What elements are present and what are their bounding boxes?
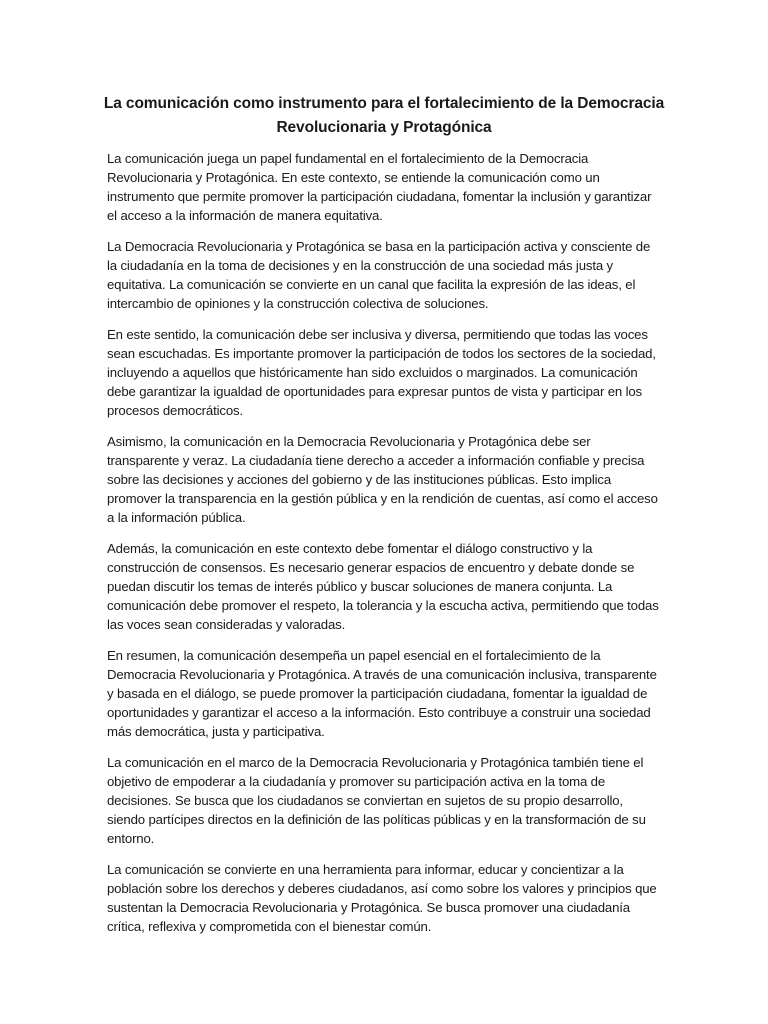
paragraph-5: Además, la comunicación en este contexto debe fomentar el diálogo constructivo y la construcción de consensos. Es necesario generar espacios de encuentro y debate donde se puedan discutir los temas de interés público y buscar soluciones de manera conjunta. La comunicación debe promover el respeto, la tolerancia y la escucha activa, permitiendo que todas las voces sean consideradas y valoradas. <box>107 541 659 632</box>
paragraph-4: Asimismo, la comunicación en la Democracia Revolucionaria y Protagónica debe ser transparente y veraz. La ciudadanía tiene derecho a acceder a información confiable y precisa sobre las decisiones y acciones del gobierno y de las instituciones públicas. Esto implica promover la transparencia en la gestión pública y en la rendición de cuentas, así como el acceso a la información pública. <box>107 434 658 525</box>
paragraph-6: En resumen, la comunicación desempeña un papel esencial en el fortalecimiento de la Democracia Revolucionaria y Protagónica. A través de una comunicación inclusiva, transparente y basada en el diálogo, se puede promover la participación ciudadana, fomentar la igualdad de oportunidades y garantizar el acceso a la información. Esto contribuye a construir una sociedad más democrática, justa y participativa. <box>107 648 657 739</box>
paragraph-8: La comunicación se convierte en una herramienta para informar, educar y concientizar a la población sobre los derechos y deberes ciudadanos, así como sobre los valores y principios que sustentan la Democracia Revolucionaria y Protagónica. Se busca promover una ciudadanía crítica, reflexiva y comprometida con el bienestar común. <box>107 862 657 935</box>
document-body <box>107 150 663 950</box>
paragraph-1: La comunicación juega un papel fundamental en el fortalecimiento de la Democracia Revolucionaria y Protagónica. En este contexto, se entiende la comunicación como un instrumento que permite promover la participación ciudadana, fomentar la inclusión y garantizar el acceso a la información de manera equitativa. <box>107 151 652 223</box>
paragraph-3: En este sentido, la comunicación debe ser inclusiva y diversa, permitiendo que todas las voces sean escuchadas. Es importante promover la participación de todos los sectores de la sociedad, incluyendo a aquellos que históricamente han sido excluidos o marginados. La comunicación debe garantizar la igualdad de oportunidades para expresar puntos de vista y participar en los procesos democráticos. <box>107 327 656 418</box>
paragraph-7: La comunicación en el marco de la Democracia Revolucionaria y Protagónica también tiene el objetivo de empoderar a la ciudadanía y promover su participación activa en la toma de decisiones. Se busca que los ciudadanos se conviertan en sujetos de su propio desarrollo, siendo partícipes directos en la definición de las políticas públicas y en la transformación de su entorno. <box>107 755 646 846</box>
document-title: La comunicación como instrumento para el fortalecimiento de la Democracia Revolucionaria y Protagónica <box>103 95 665 136</box>
paragraph-2: La Democracia Revolucionaria y Protagónica se basa en la participación activa y consciente de la ciudadanía en la toma de decisiones y en la construcción de una sociedad más justa y equitativa. La comunicación se convierte en un canal que facilita la expresión de las ideas, el intercambio de opiniones y la construcción colectiva de soluciones. <box>107 239 651 311</box>
